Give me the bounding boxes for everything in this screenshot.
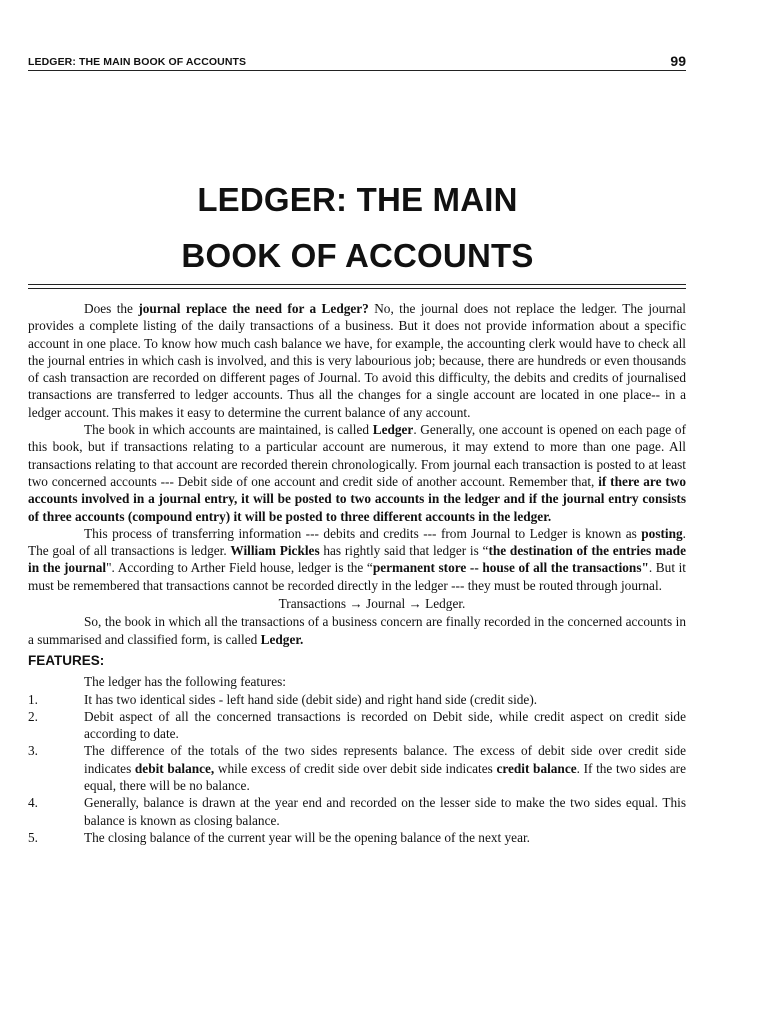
text-run: Does the <box>84 301 139 316</box>
chapter-title-line-1: LEDGER: THE MAIN <box>197 181 518 218</box>
feature-number: 4. <box>28 795 38 811</box>
paragraph-ledger-summary <box>28 613 686 648</box>
text-run: Debit aspect of all the concerned transactions is recorded on Debit side, while credit aspect on credit side according to date. <box>84 708 686 742</box>
paragraph-posting <box>28 525 686 594</box>
bold-text-run: Ledger. <box>260 631 304 647</box>
feature-number: 5. <box>28 829 38 845</box>
feature-item <box>28 708 686 743</box>
feature-text <box>84 742 686 794</box>
feature-item <box>28 742 686 794</box>
feature-number: 3. <box>28 743 38 759</box>
text-run: It has two identical sides - left hand side (debit side) and right hand side (credit side). <box>84 691 538 707</box>
text-run: . Generally, one account is opened on each page of this book, but if transactions relating to a particular account are numerous, it may extend to more than one page. All transactions relating to that account are recorded therein chronologically. From journal each transaction is posted to at least two concerned accounts --- Debit side of one account and credit side of another account. Remember that, <box>28 422 686 489</box>
text-run: The book in which accounts are maintained, is called <box>84 422 373 438</box>
text-run: The difference of the totals of the two sides represents balance. The excess of debit side over credit side indicates <box>84 743 686 776</box>
transaction-flow: Transactions → Journal → Ledger. <box>278 596 466 612</box>
feature-number: 2. <box>28 708 38 724</box>
text-run: while excess of credit side over debit side indicates <box>214 760 497 776</box>
chapter-title-line-2: BOOK OF ACCOUNTS <box>181 237 534 274</box>
paragraph-journal-vs-ledger <box>28 300 686 421</box>
feature-text <box>84 829 686 846</box>
text-run: No, the journal does not replace the ledger. The journal provides a complete listing of the daily transactions of a business. But it does not provide information about a specific account in one place. To know how much cash balance we have, for example, the accounting clerk would have to check all the journal entries in which cash is involved, and this is very labourious job; because, there are hundreds or even thousands of cash transaction are recorded on different pages of Journal. To avoid this difficulty, the debits and credits of journalised transactions are transferred to ledger accounts. Thus all the changes for a single account are located in one place-- in a ledger account. This makes it easy to determine the current balance of any account. <box>28 301 686 420</box>
text-run: . If the two sides are equal, there will be no balance. <box>84 760 686 794</box>
page-number: 99 <box>670 53 686 69</box>
feature-item <box>28 829 686 846</box>
chapter-title <box>100 172 615 284</box>
bold-text-run: Ledger <box>372 422 414 438</box>
text-run: The closing balance of the current year will be the opening balance of the next year. <box>84 829 530 845</box>
bold-text-run: permanent store -- house of all the transactions" <box>372 560 649 576</box>
bold-text-run: debit balance, <box>134 760 215 776</box>
bold-text-run: posting <box>641 525 683 541</box>
feature-text <box>84 691 686 708</box>
bold-text-run: the destination of the entries made in the journal <box>28 543 686 576</box>
feature-item <box>28 691 686 708</box>
bold-text-run: journal replace the need for a Ledger? <box>138 301 369 316</box>
text-run: ". According to Arther Field house, ledger is the “ <box>106 560 373 576</box>
feature-text <box>84 794 686 829</box>
text-run: So, the book in which all the transactions of a business concern are finally recorded in the concerned accounts in a summarised and classified form, is called <box>28 614 686 647</box>
text-run: This process of transferring information --- debits and credits --- from Journal to Ledger is known as <box>84 525 642 541</box>
features-heading: FEATURES: <box>28 652 105 668</box>
text-run: Generally, balance is drawn at the year end and recorded on the lesser side to make the two sides equal. This balance is known as closing balance. <box>84 795 686 828</box>
text-run: . The goal of all transactions is ledger. <box>28 525 686 559</box>
text-run: has rightly said that ledger is “ <box>319 543 489 559</box>
features-intro: The ledger has the following features: <box>84 674 286 690</box>
title-double-rule <box>28 284 686 289</box>
text-run: . But it must be remembered that transactions cannot be recorded directly in the ledger --- they must be routed through journal. <box>28 560 687 593</box>
feature-text <box>84 708 686 743</box>
features-list <box>28 691 686 847</box>
bold-text-run: William Pickles <box>230 543 320 559</box>
feature-number: 1. <box>28 691 38 707</box>
bold-text-run: if there are two accounts involved in a journal entry, it will be posted to two accounts in the ledger and if the journal entry consists of three accounts (compound entry) it will be posted to three different accounts in the ledger. <box>28 473 686 524</box>
bold-text-run: credit balance <box>496 760 577 776</box>
chapter-body <box>28 300 686 846</box>
running-title: LEDGER: THE MAIN BOOK OF ACCOUNTS <box>28 56 247 68</box>
running-header <box>28 50 686 71</box>
feature-item <box>28 794 686 829</box>
paragraph-ledger-definition <box>28 421 686 525</box>
